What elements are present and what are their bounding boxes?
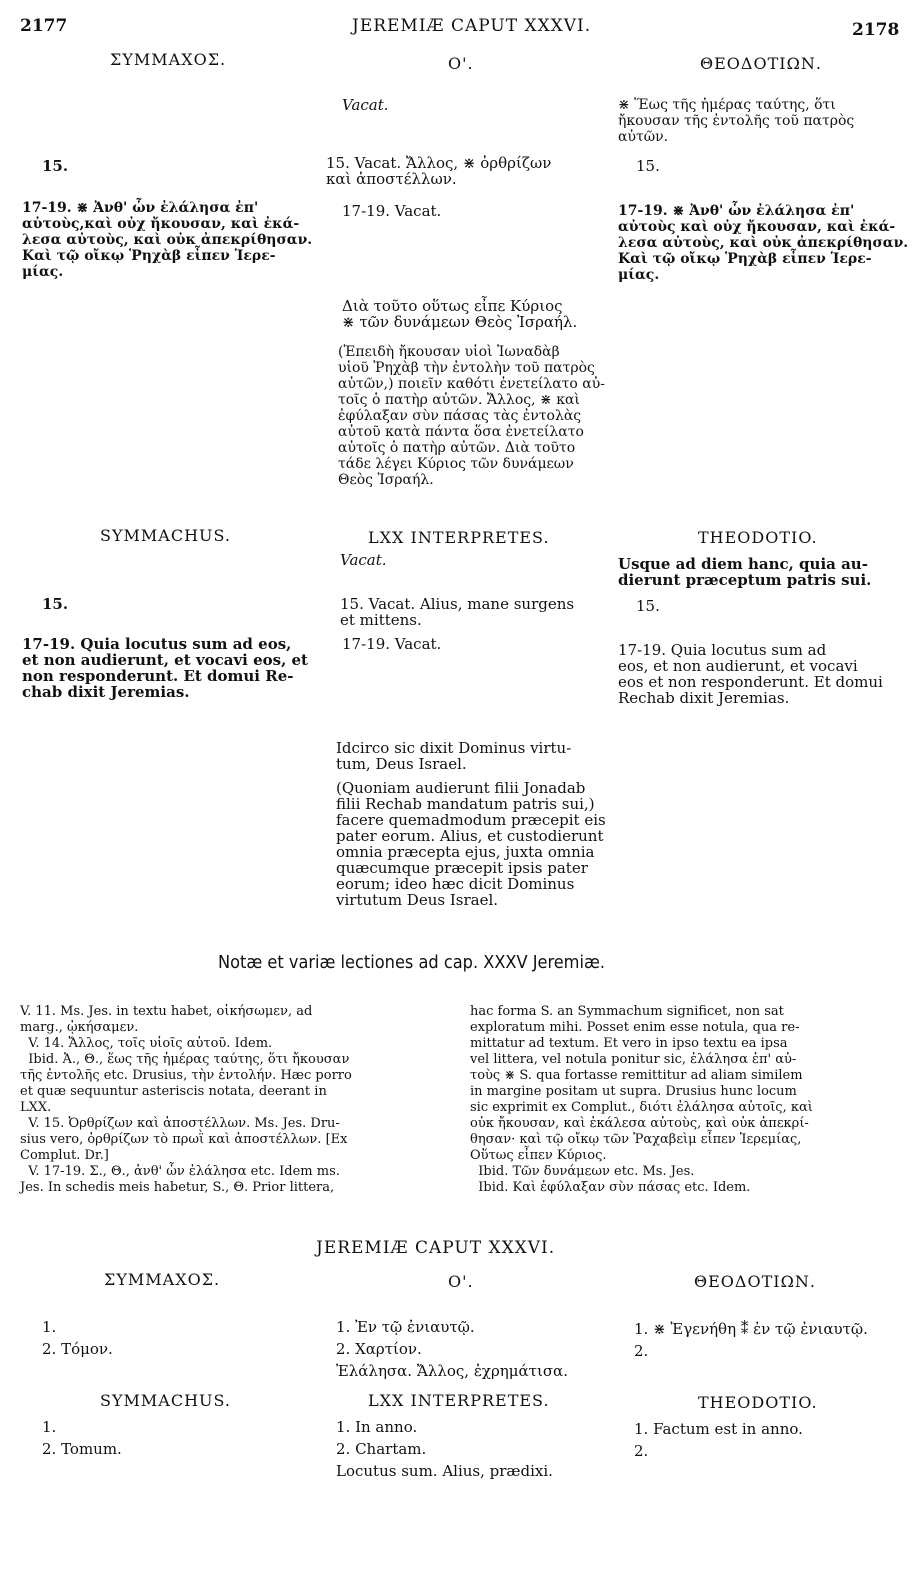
text-line: αὐτῶν. [618,129,669,145]
text-line: omnia præcepta ejus, juxta omnia [336,843,595,861]
note-line: sic exprimit ex Complut., διότι ἐλάλησα αὐτοῖς, καὶ [470,1100,813,1115]
text-line: λεσα αὐτοὺς, καὶ οὐκ ἀπεκρίθησαν. [618,235,909,251]
text-line: Locutus sum. Alius, prædixi. [336,1462,553,1480]
text-line: tum, Deus Israel. [336,755,467,773]
text-line: Usque ad diem hanc, quia au- [618,555,868,573]
text-line: facere quemadmodum præcepit eis [336,811,606,829]
text-line: filii Rechab mandatum patris sui,) [336,795,595,813]
note-line: sius vero, ὀρθρίζων τὸ πρωῒ καὶ ἀποστέλλων. [Ex [20,1132,348,1147]
text-line: 17-19. Quia locutus sum ad [618,641,827,659]
latin-head-symmachus: SYMMACHUS. [100,526,231,545]
latin-head-theodotio: THEODOTIO. [698,528,818,547]
ch36-greek-mid [336,1316,568,1382]
text-line: Καὶ τῷ οἴκῳ Ῥηχὰβ εἶπεν Ἱερε- [618,251,872,267]
text-line: 15. Vacat. Alius, mane surgens [340,595,575,613]
text-line: τοῖς ὁ πατὴρ αὐτῶν. Ἄλλος, ⋇ καὶ [338,392,580,408]
latin-left-v17 [22,636,308,700]
text-line: ἤκουσαν τῆς ἐντολῆς τοῦ πατρὸς [618,113,855,129]
text-line: non responderunt. Et domui Re- [22,667,294,685]
text-line: Καὶ τῷ οἴκῳ Ῥηχὰβ εἶπεν Ἱερε- [22,248,276,264]
note-line: hac forma S. an Symmachum significet, non sat [470,1004,784,1019]
ch36-latin-head-symmachus: SYMMACHUS. [100,1391,231,1410]
text-line: 1. In anno. [336,1418,418,1436]
text-line: μίας. [618,267,660,283]
text-line: Ἐλάλησα. Ἄλλος, ἐχρημάτισα. [336,1362,568,1380]
notes-left [20,1004,352,1196]
text-line: ⋇ τῶν δυνάμεων Θεὸς Ἰσραήλ. [342,313,578,331]
note-line: V. 14. Ἄλλος, τοῖς υἱοῖς αὐτοῦ. Idem. [20,1036,273,1051]
text-line: αὐτοῖς ὁ πατὴρ αὐτῶν. Διὰ τοῦτο [338,440,576,456]
text-line: dierunt præceptum patris sui. [618,571,872,589]
page-number-left: 2177 [20,16,68,36]
note-line: in margine positam ut supra. Drusius hunc locum [470,1084,797,1099]
latin-mid-v15 [340,596,574,628]
text-line: 1. [42,1418,57,1436]
greek-head-lxx: Ο'. [448,54,474,73]
text-line: virtutum Deus Israel. [336,891,499,909]
greek-mid-epeide [338,344,605,488]
note-line: exploratum mihi. Posset enim esse notula, qua re- [470,1020,800,1035]
notes-title: Notæ et variæ lectiones ad cap. XXXV Jeremiæ. [218,952,605,973]
text-line: ἐφύλαξαν σὺν πάσας τὰς ἐντολὰς [338,408,582,424]
note-line: et quæ sequuntur asteriscis notata, deerant in [20,1084,327,1099]
text-line: 2. [634,1442,649,1460]
ch36-greek-head-lxx: Ο'. [448,1272,474,1291]
ch36-latin-left [42,1416,122,1460]
text-line: ⋇ Ἕως τῆς ἡμέρας ταύτης, ὅτι [618,97,836,113]
text-line: pater eorum. Alius, et custodierunt [336,827,604,845]
text-line: 1. Ἐν τῷ ἐνιαυτῷ. [336,1318,475,1336]
ch36-greek-right [634,1318,868,1362]
latin-mid-quoniam [336,780,606,908]
text-line: 17-19. ⋇ Ἀνθ' ὧν ἐλάλησα ἐπ' [618,203,855,219]
ch36-greek-head-theodotion: ΘΕΟΔΟΤΙΩΝ. [694,1272,816,1291]
greek-head-theodotion: ΘΕΟΔΟΤΙΩΝ. [700,54,822,73]
note-line: V. 17-19. Σ., Θ., ἀνθ' ὧν ἐλάλησα etc. Idem ms. [20,1164,340,1179]
chapter-36-title: JEREMIÆ CAPUT XXXVI. [316,1238,556,1258]
text-line: 17-19. Quia locutus sum ad eos, [22,635,292,653]
text-line: αὐτοῦ κατὰ πάντα ὅσα ἐνετείλατο [338,424,584,440]
note-line: LXX. [20,1100,52,1115]
notes-right [470,1004,813,1196]
note-line: οὐκ ἤκουσαν, καὶ ἐκάλεσα αὐτοὺς, καὶ οὐκ ἀπεκρί- [470,1116,809,1131]
greek-mid-v17: 17-19. Vacat. [342,202,442,220]
note-line: Ibid. Καὶ ἐφύλαξαν σὺν πάσας etc. Idem. [470,1180,751,1195]
text-line: 2. Tomum. [42,1440,122,1458]
text-line: (Ἐπειδὴ ἤκουσαν υἱοὶ Ἰωναδὰβ [338,344,560,360]
ch36-latin-head-lxx: LXX INTERPRETES. [368,1391,550,1410]
text-line: 15. Vacat. Ἄλλος, ⋇ ὀρθρίζων [326,154,552,172]
text-line: Rechab dixit Jeremias. [618,689,790,707]
ch36-latin-right [634,1418,803,1462]
greek-mid-v15 [326,155,551,187]
text-line: eos, et non audierunt, et vocavi [618,657,858,675]
note-line: Ibid. Ἀ., Θ., ἕως τῆς ἡμέρας ταύτης, ὅτι ἤκουσαν [20,1052,350,1067]
ch36-latin-mid [336,1416,553,1482]
text-line: Idcirco sic dixit Dominus virtu- [336,739,572,757]
note-line: θησαν· καὶ τῷ οἴκῳ τῶν Ῥαχαβεὶμ εἶπεν Ἱερεμίας, [470,1132,802,1147]
text-line: 2. [634,1342,649,1360]
text-line: quæcumque præcepit ipsis pater [336,859,588,877]
text-line: 2. Τόμον. [42,1340,113,1358]
greek-right-v17 [618,203,908,283]
latin-left-v15: 15. [42,595,69,613]
text-line: et mittens. [340,611,422,629]
greek-head-symmachus: ΣΥΜΜΑΧΟΣ. [110,50,227,69]
note-line: V. 11. Ms. Jes. in textu habet, οἰκήσωμεν, ad [20,1004,313,1019]
page-number-right: 2178 [852,20,900,40]
text-line: τάδε λέγει Κύριος τῶν δυνάμεων [338,456,574,472]
note-line: vel littera, vel notula ponitur sic, ἐλάλησα ἐπ' αὐ- [470,1052,797,1067]
text-line: chab dixit Jeremias. [22,683,190,701]
greek-right-heos [618,97,854,145]
note-line: Complut. Dr.] [20,1148,109,1163]
text-line: et non audierunt, et vocavi eos, et [22,651,308,669]
latin-right-v17 [618,642,883,706]
page-title: JEREMIÆ CAPUT XXXVI. [352,16,592,36]
text-line: αὐτοὺς καὶ οὐχ ἤκουσαν, καὶ ἐκά- [618,219,896,235]
text-line: 1. Factum est in anno. [634,1420,803,1438]
note-line: Jes. In schedis meis habetur, S., Θ. Prior littera, [20,1180,335,1195]
note-line: τοὺς ⋇ S. qua fortasse remittitur ad aliam similem [470,1068,803,1083]
latin-right-v15: 15. [636,597,660,615]
note-line: τῆς ἐντολῆς etc. Drusius, τὴν ἐντολήν. Hæc porro [20,1068,352,1083]
ch36-latin-head-theodotio: THEODOTIO. [698,1393,818,1412]
text-line: 1. ⋇ Ἐγενήθη ⁑ ἐν τῷ ἐνιαυτῷ. [634,1320,868,1338]
note-line: mittatur ad textum. Et vero in ipso textu ea ipsa [470,1036,788,1051]
text-line: λεσα αὐτοὺς, καὶ οὐκ ἀπεκρίθησαν. [22,232,313,248]
latin-right-usque [618,556,871,588]
text-line: 2. Chartam. [336,1440,427,1458]
greek-right-v15: 15. [636,157,660,175]
latin-mid-vacat: Vacat. [340,551,387,569]
text-line: (Quoniam audierunt filii Jonadab [336,779,586,797]
text-line: αὐτῶν,) ποιεῖν καθότι ἐνετείλατο αὐ- [338,376,605,392]
text-line: 1. [42,1318,57,1336]
greek-mid-dia [342,298,577,330]
note-line: V. 15. Ὀρθρίζων καὶ ἀποστέλλων. Ms. Jes. Dru- [20,1116,340,1131]
latin-head-lxx: LXX INTERPRETES. [368,528,550,547]
greek-left-v15: 15. [42,157,69,175]
text-line: 2. Χαρτίον. [336,1340,422,1358]
note-line: Οὕτως εἶπεν Κύριος. [470,1148,607,1163]
text-line: Διὰ τοῦτο οὕτως εἶπε Κύριος [342,297,563,315]
greek-mid-vacat: Vacat. [342,96,389,114]
text-line: καὶ ἀποστέλλων. [326,170,457,188]
note-line: marg., ᾠκήσαμεν. [20,1020,139,1035]
text-line: Θεὸς Ἰσραήλ. [338,472,434,488]
text-line: 17-19. ⋇ Ἀνθ' ὧν ἐλάλησα ἐπ' [22,200,259,216]
text-line: υἱοῦ Ῥηχὰβ τὴν ἐντολὴν τοῦ πατρὸς [338,360,595,376]
text-line: αὐτοὺς,καὶ οὐχ ἤκουσαν, καὶ ἐκά- [22,216,300,232]
text-line: eos et non responderunt. Et domui [618,673,883,691]
text-line: eorum; ideo hæc dicit Dominus [336,875,575,893]
latin-mid-idcirco [336,740,571,772]
latin-mid-v17: 17-19. Vacat. [342,635,442,653]
text-line: μίας. [22,264,64,280]
greek-left-v17 [22,200,312,280]
ch36-greek-head-symmachus: ΣΥΜΜΑΧΟΣ. [104,1270,221,1289]
note-line: Ibid. Τῶν δυνάμεων etc. Ms. Jes. [470,1164,695,1179]
ch36-greek-left [42,1316,113,1360]
